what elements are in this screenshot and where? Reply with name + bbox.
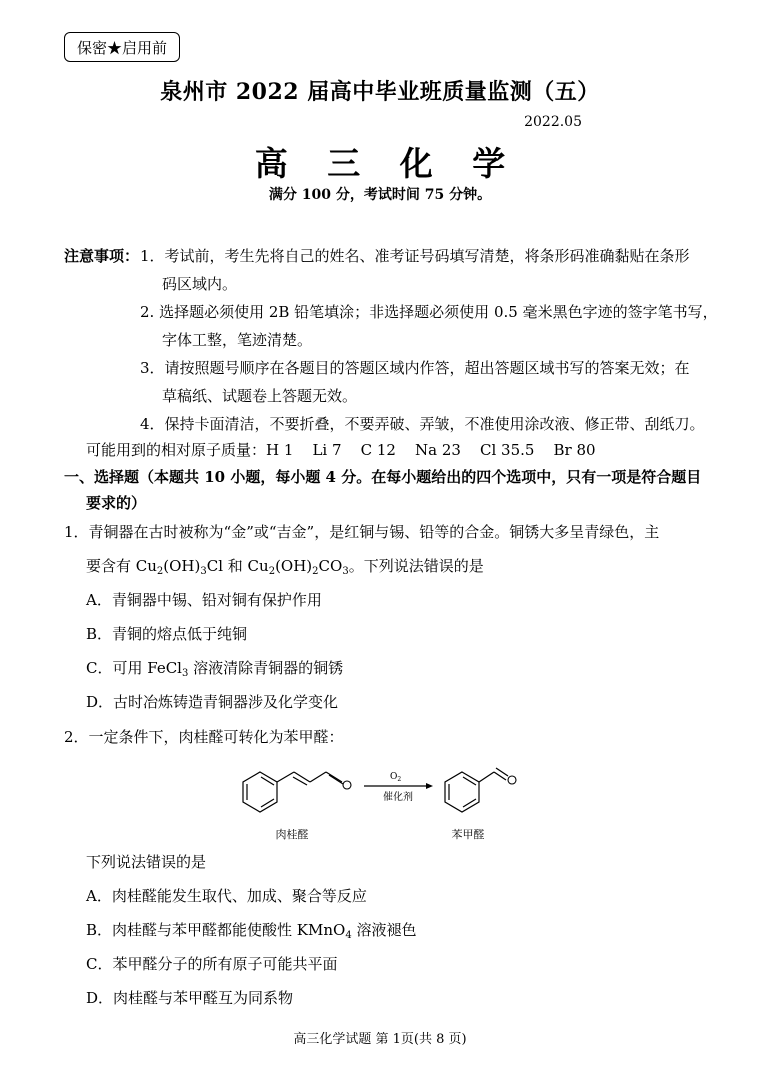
oxygen-atom-1 [343, 781, 351, 789]
subject-title: 高 三 化 学 [254, 144, 520, 183]
q1-option-d: D．古时冶炼铸造青铜器涉及化学变化 [86, 693, 339, 711]
page-footer: 高三化学试题 第 1页(共 8 页) [293, 1032, 467, 1047]
q1-option-c: C．可用 FeCl$_3$ 溶液清除青铜器的铜锈 [86, 659, 344, 679]
oxygen-atom-2 [508, 776, 516, 784]
section-heading-cont: 要求的） [86, 494, 147, 512]
cinnamaldehyde-structure [243, 772, 343, 812]
note-item-2-cont: 字体工整，笔迹清楚。 [162, 331, 313, 349]
section-heading: 一、选择题（本题共 10 小题，每小题 4 分。在每小题给出的四个选项中，只有一项是符合题目 [64, 468, 702, 486]
atomic-mass: 可能用到的相对原子质量：H 1 Li 7 C 12 Na 23 Cl 35.5 Br 80 [86, 441, 596, 459]
catalyst-label: 催化剂 [383, 792, 413, 803]
note-item-1: 1．考试前，考生先将自己的姓名、准考证号码填写清楚，将条形码准确黏贴在条形 [140, 247, 690, 265]
reaction-scheme [230, 758, 530, 844]
exam-title: 泉州市 2022 届高中毕业班质量监测（五） [160, 79, 600, 105]
q2-option-b: B．肉桂醛与苯甲醛都能使酸性 KMnO$_4$ 溶液褪色 [86, 921, 417, 941]
notes-label: 注意事项： [64, 247, 140, 265]
q1-option-a: A．青铜器中锡、铅对铜有保护作用 [86, 591, 322, 609]
q2-stem: 2．一定条件下，肉桂醛可转化为苯甲醛： [64, 728, 344, 746]
q1-stem: 1．青铜器在古时被称为“金”或“吉金”，是红铜与锡、铅等的合金。铜锈大多呈青绿色，主 [64, 523, 660, 541]
q2-question: 下列说法错误的是 [86, 853, 207, 871]
reagent-label: $O_2$ [390, 772, 402, 783]
exam-date: 2022.05 [524, 114, 582, 130]
note-item-1-cont: 码区域内。 [162, 275, 238, 293]
note-item-3: 3．请按照题号顺序在各题目的答题区域内作答，超出答题区域书写的答案无效；在 [140, 359, 690, 377]
q1-option-b: B．青铜的熔点低于纯铜 [86, 625, 248, 643]
q2-option-a: A．肉桂醛能发生取代、加成、聚合等反应 [86, 887, 367, 905]
q2-option-c: C．苯甲醛分子的所有原子可能共平面 [86, 955, 338, 973]
note-item-3-cont: 草稿纸、试题卷上答题无效。 [162, 387, 358, 405]
q1-stem-cont: 要含有 $Cu_2(OH)_3Cl$ 和 $Cu_2(OH)_2CO_3$。下列说法错误的是 [86, 557, 484, 577]
note-item-4: 4．保持卡面清洁，不要折叠，不要弄破、弄皱，不准使用涂改液、修正带、刮纸刀。 [140, 415, 705, 433]
benzaldehyde-structure [445, 768, 508, 812]
note-item-2: 2. 选择题必须使用 2B 铅笔填涂；非选择题必须使用 0.5 毫米黑色字迹的签字笔书写， [140, 303, 718, 321]
confidential-stamp: 保密★启用前 [64, 32, 180, 62]
q2-option-d: D．肉桂醛与苯甲醛互为同系物 [86, 989, 294, 1007]
label-benzaldehyde: 苯甲醛 [451, 828, 485, 841]
score-info: 满分 100 分，考试时间 75 分钟。 [268, 187, 492, 203]
label-cinnamaldehyde: 肉桂醛 [275, 828, 309, 841]
